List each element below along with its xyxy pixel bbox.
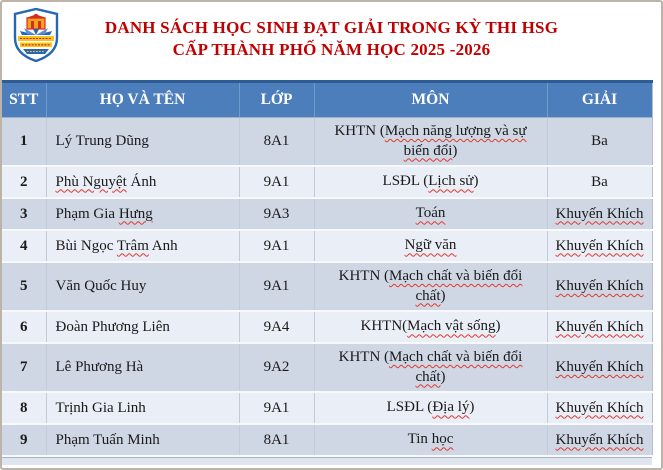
col-header-giai: GIẢI [547,82,652,118]
cell-stt: 8 [2,392,46,424]
misspelled-text: Ngữ văn [404,237,457,254]
cell-text: ) [440,368,446,385]
misspelled-text: Địa lý [432,399,470,416]
misspelled-text: Khuyến Khích [555,318,644,335]
cell-name [46,424,239,456]
misspelled-text: Trâm [116,237,149,254]
cell-lop: 9A2 [239,343,314,392]
table-row [2,118,652,167]
cell-giai [547,392,652,424]
table-row [2,392,652,424]
cell-text: Ánh [126,173,157,190]
cell-stt: 7 [2,343,46,392]
cell-mon [314,424,547,456]
cell-name [46,198,239,230]
misspelled-text: Khuyến Khích [555,431,644,448]
cell-giai [547,166,652,198]
cell-stt: 5 [2,262,46,311]
cell-mon [314,166,547,198]
cell-lop: 9A1 [239,392,314,424]
cell-text: ) [440,287,446,304]
cell-text: Lý Trung Dũng [55,133,149,149]
cell-text: ) [452,142,458,159]
cell-text: Bùi Ngọc [55,237,117,254]
table-row [2,424,652,456]
cell-name [46,230,239,262]
cell-text: Trịnh Gia Linh [55,399,146,416]
misspelled-text: Hưng [118,205,153,222]
cell-name [46,262,239,311]
cell-text: Phạm Tuấn Minh [55,431,160,448]
cell-lop: 8A1 [239,424,314,456]
col-header-name: HỌ VÀ TÊN [46,82,239,118]
cell-text: Phạm Gia [55,205,119,222]
misspelled-text: Khuyến Khích [555,237,644,254]
cell-stt: 2 [2,166,46,198]
cell-mon [314,262,547,311]
cell-mon [314,392,547,424]
cell-lop: 9A4 [239,311,314,343]
cell-stt: 6 [2,311,46,343]
document-header [2,2,661,80]
misspelled-text: Mạch chất và biến đổi chất [389,268,523,304]
misspelled-text: Lịch sử [428,173,474,190]
cell-stt: 9 [2,424,46,456]
school-crest-logo [12,8,60,62]
col-header-stt: STT [2,82,46,118]
cell-text: Ba [591,133,608,149]
page-title-line1: DANH SÁCH HỌC SINH ĐẠT GIẢI TRONG KỲ THI HSG [104,18,559,37]
school-crest-icon [12,8,60,62]
page-title [2,2,661,62]
cell-name [46,392,239,424]
cell-giai [547,262,652,311]
page-title-line2: CẤP THÀNH PHỐ NĂM HỌC 2025 -2026 [172,40,491,60]
header-row [2,82,652,118]
misspelled-text: Khuyến Khích [555,278,644,294]
misspelled-text: Mạch năng lượng và sự biến đổi [384,123,527,159]
cell-stt: 3 [2,198,46,230]
cell-name [46,311,239,343]
cell-mon [314,118,547,167]
col-header-mon: MÔN [314,82,547,118]
cell-text: Anh [148,237,178,254]
table-row [2,343,652,392]
misspelled-text: Toán [415,205,446,222]
cell-text: ) [495,318,501,335]
cell-text: LSĐL ( [382,173,429,190]
misspelled-text: Khuyến Khích [555,359,644,375]
cell-mon [314,343,547,392]
cell-stt: 4 [2,230,46,262]
cell-text: ) [473,173,479,190]
cell-name [46,166,239,198]
cell-text: KHTN ( [338,349,390,365]
results-table-body [2,118,652,457]
cell-text: Lê Phương Hà [55,359,144,375]
cell-lop: 9A1 [239,230,314,262]
cell-text: KHTN ( [334,123,385,139]
cell-giai [547,198,652,230]
cell-text: ) [469,399,475,416]
results-table-header [2,82,652,118]
cell-name [46,343,239,392]
table-row [2,230,652,262]
cell-name [46,118,239,167]
table-row [2,166,652,198]
table-row-partial [2,457,652,465]
misspelled-text: Khuyến Khích [555,399,644,416]
cell-lop: 9A1 [239,262,314,311]
table-row [2,262,652,311]
misspelled-text: Mạch chất và biến đổi chất [389,349,523,385]
cell-giai [547,230,652,262]
cell-text: Tin [407,431,432,448]
cell-stt: 1 [2,118,46,167]
cell-text: Đoàn Phương Liên [55,318,170,335]
cell-mon [314,198,547,230]
cell-text: KHTN ( [338,268,390,284]
results-table [2,80,653,457]
cell-lop: 9A1 [239,166,314,198]
misspelled-text: Khuyến Khích [555,205,644,222]
cell-text: KHTN( [360,318,408,335]
col-header-lop: LỚP [239,82,314,118]
cell-giai [547,343,652,392]
cell-text: Ba [591,173,608,190]
misspelled-text: học [431,431,454,448]
misspelled-text: Mạch vật sống [407,318,496,335]
cell-lop: 9A3 [239,198,314,230]
cell-mon [314,311,547,343]
cell-giai [547,424,652,456]
cell-text: Văn Quốc Huy [55,278,147,294]
cell-giai [547,118,652,167]
table-row [2,198,652,230]
cell-giai [547,311,652,343]
misspelled-text: Phù Nguyệt [55,173,127,190]
cell-mon [314,230,547,262]
cell-lop: 8A1 [239,118,314,167]
table-row [2,311,652,343]
cell-text: LSĐL ( [386,399,433,416]
